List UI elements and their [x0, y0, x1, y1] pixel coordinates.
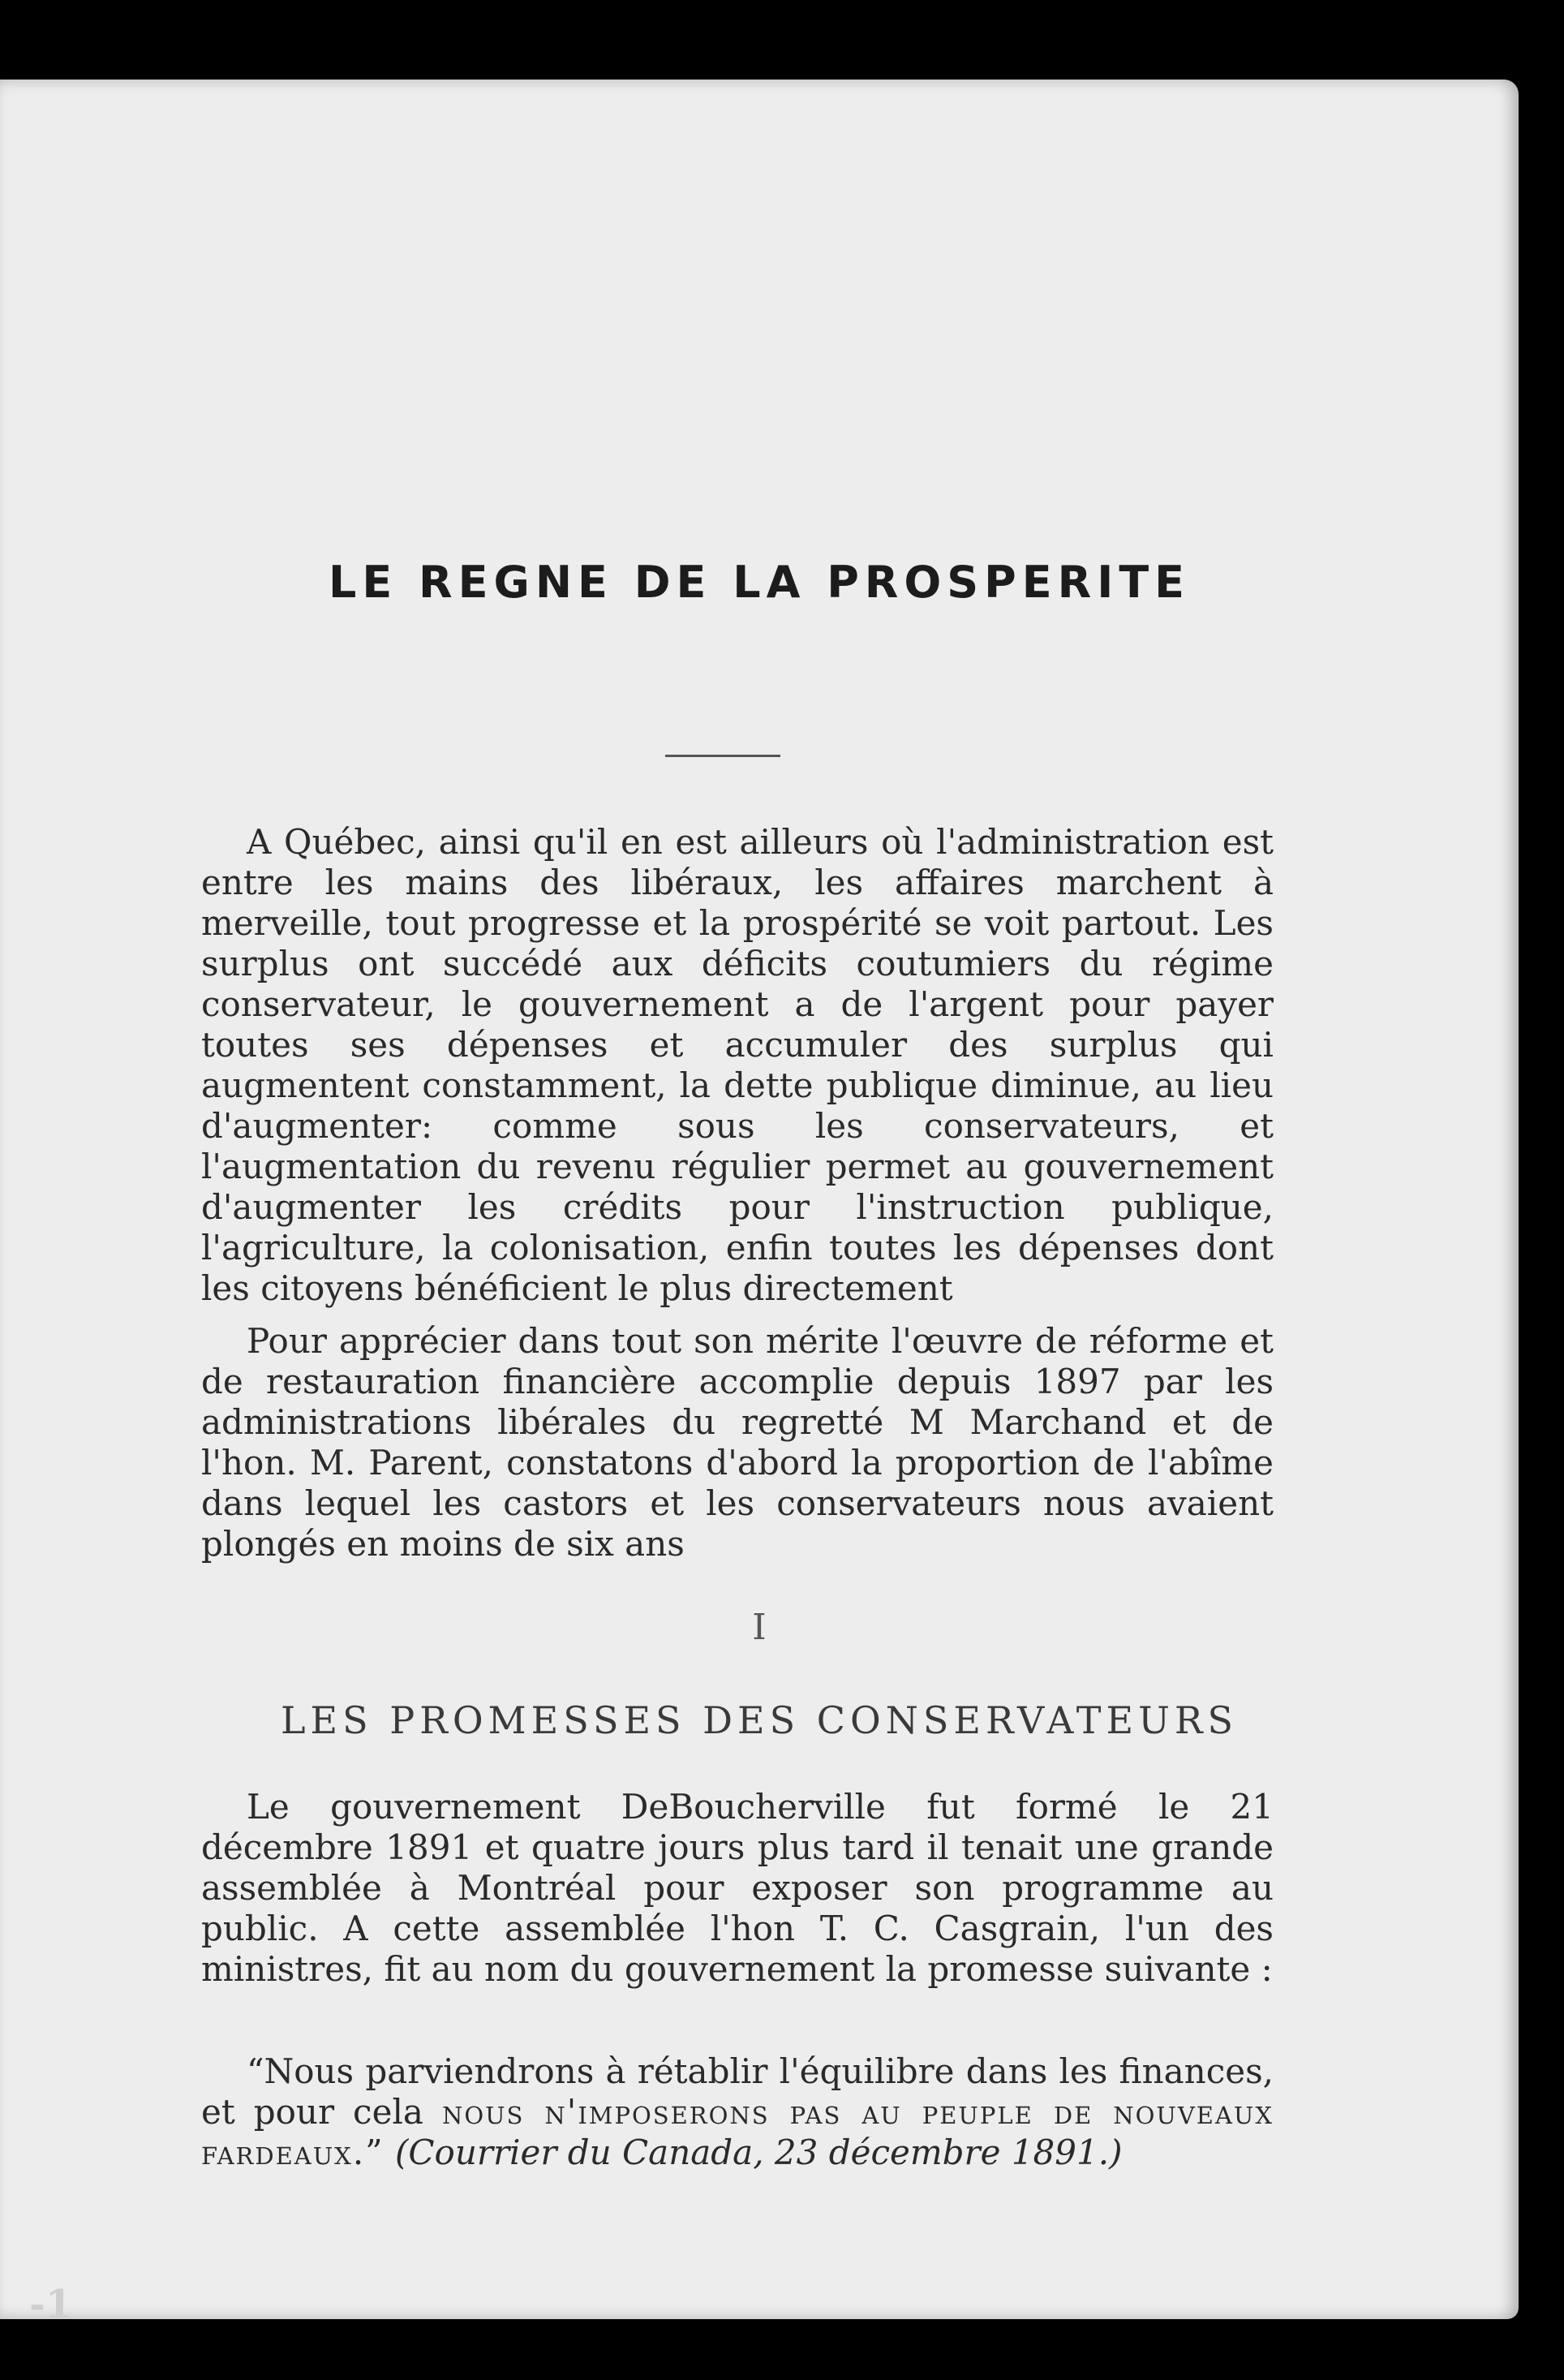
second-paragraph: Pour apprécier dans tout son mérite l'œuvre de réforme et de restauration financière accomplie depuis 1897 par les administrations libérales du regretté M Marchand et de l'hon. M. Parent, constatons d'abord la proportion de l'abîme dans lequel les castors et les conservateurs nous avaient plongés en moins de six ans [201, 1321, 1274, 1564]
quote-source: (Courrier du Canada, 23 décembre 1891.) [395, 2133, 1123, 2172]
title-divider [665, 755, 780, 757]
quote-emphasis: nous n'imposerons pas au peuple de nouveaux fardeaux.” [201, 2092, 1274, 2172]
section-paragraph: Le gouvernement DeBoucherville fut formé le 21 décembre 1891 et quatre jours plus tard il tenait une grande assemblée à Montréal pour exposer son programme au public. A cette assemblée l'hon T. C. Casgrain, l'un des ministres, fit au nom du gouvernement la promesse suivante : [201, 1787, 1274, 1989]
intro-paragraph: A Québec, ainsi qu'il en est ailleurs où l'administration est entre les mains des libéraux, les affaires marchent à merveille, tout progresse et la prospérité se voit partout. Les surplus ont succédé aux déficits coutumiers du régime conservateur, le gouvernement a de l'argent pour payer toutes ses dépenses et accumuler des surplus qui augmentent constamment, la dette publique diminue, au lieu d'augmenter: comme sous les conservateurs, et l'augmentation du revenu régulier permet au gouvernement d'augmenter les crédits pour l'instruction publique, l'agriculture, la colonisation, enfin toutes les dépenses dont les citoyens bénéficient le plus directement [201, 822, 1274, 1308]
quote-paragraph [201, 2051, 1274, 2173]
document-page [0, 80, 1519, 2319]
page-title: LE REGNE DE LA PROSPERITE [328, 557, 1191, 608]
page-mark: -1 [29, 2282, 73, 2327]
section-number: I [752, 1607, 767, 1648]
section-title: LES PROMESSES DES CONSERVATEURS [281, 1698, 1238, 1742]
quote-text: “Nous parviendrons à rétablir l'équilibre dans les finances, et pour cela [201, 2051, 1274, 2132]
